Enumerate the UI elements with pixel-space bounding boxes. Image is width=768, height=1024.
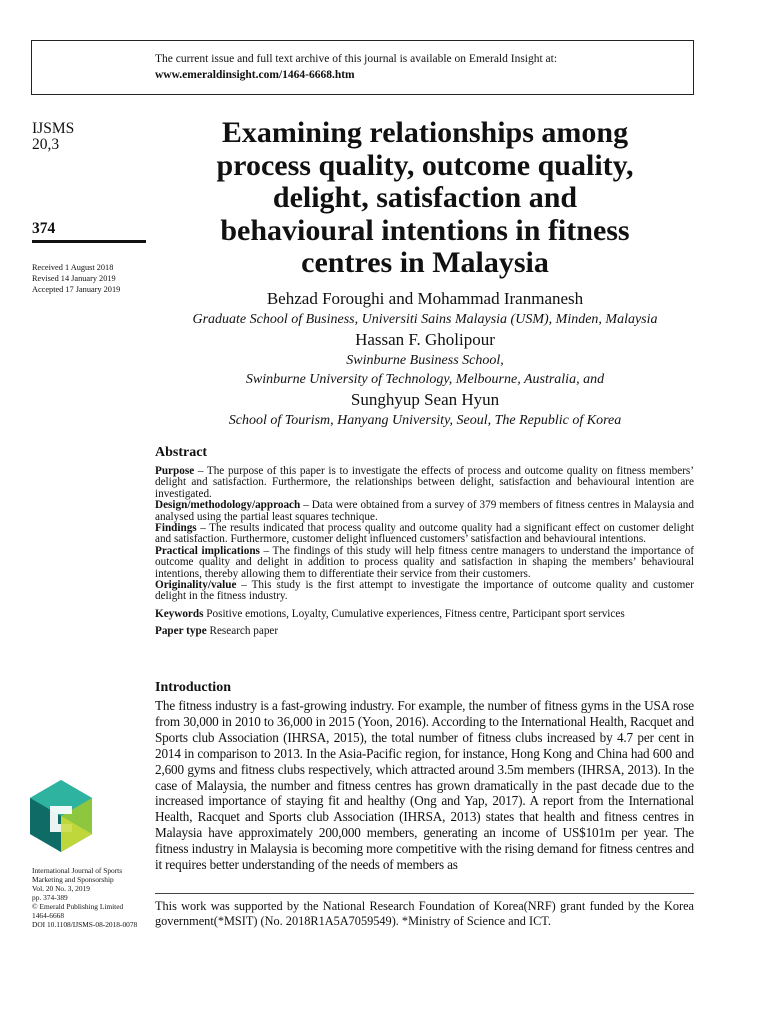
- journal-volume: 20,3: [32, 136, 60, 153]
- page-number: 374: [32, 220, 56, 237]
- journal-code: [32, 121, 74, 153]
- introduction-section: [155, 680, 694, 873]
- introduction-body: The fitness industry is a fast-growing industry. For example, the number of fitness gyms in the USA rose from 30,000 in 2010 to 36,000 in 2015 (Yoon, 2016). According to the International Health, Racquet and Sports club Association (IHRSA, 2015), the total number of fitness clubs increased by 4.7 per cent in 2014 in comparison to 2013. In the Asia-Pacific region, for instance, Hong Kong and China had 600 and 2,600 gyms and fitness clubs respectively, which attracted around 3.5m members (IHRSA, 2013). In the case of Malaysia, the number and fitness centres has grown dramatically in the past decade due to the increased importance of staying fit and healthy (Ong and Yap, 2017). A report from the International Health, Racquet and Sports club Association (IHRSA, 2013) states that health and fitness centres in Malaysia have approximately 200,000 members, generating an income of US$101m per year. The fitness industry in Malaysia is becoming more competitive with the rising demand for fitness centres and it requires better understanding of the needs of members as: [155, 698, 694, 873]
- paper-type-text: Research paper: [206, 624, 279, 637]
- paper-type-line: [155, 625, 694, 637]
- abstract-heading: Abstract: [155, 445, 208, 460]
- author-affiliation: School of Tourism, Hanyang University, Seoul, The Republic of Korea: [228, 413, 622, 428]
- pubinfo-line: Marketing and Sponsorship: [32, 875, 114, 884]
- author-affiliation: Swinburne Business School,: [346, 353, 504, 368]
- author-affiliation: Swinburne University of Technology, Melbourne, Australia, and: [245, 372, 605, 387]
- abstract-practical: [155, 546, 694, 580]
- purpose-label: Purpose: [155, 465, 195, 477]
- practical-label: Practical implications: [155, 544, 260, 557]
- pubinfo-line: Vol. 20 No. 3, 2019: [32, 884, 90, 893]
- abstract-originality: [155, 580, 694, 603]
- title-line: centres in Malaysia: [301, 246, 549, 279]
- emerald-logo-icon: [30, 780, 92, 852]
- keywords-text: Positive emotions, Loyalty, Cumulative experiences, Fitness centre, Participant sport services: [203, 607, 625, 620]
- design-label: Design/methodology/approach: [155, 499, 301, 512]
- footnote-rule: [155, 893, 694, 894]
- pubinfo-line: pp. 374-389: [32, 893, 68, 902]
- journal-abbrev: IJSMS: [32, 120, 75, 137]
- author-block: [150, 288, 700, 430]
- accepted-date: Accepted 17 January 2019: [32, 285, 121, 294]
- abstract-findings: [155, 523, 694, 546]
- received-date: Received 1 August 2018: [32, 263, 114, 272]
- archive-url-link[interactable]: www.emeraldinsight.com/1464-6668.htm: [155, 69, 355, 81]
- findings-text: – The results indicated that process quality and outcome quality had a significant effect on customer delight and satisfaction. Furthermore, customer delight influenced customers’ satisfaction and behavioural intentions.: [155, 522, 694, 546]
- pubinfo-line: International Journal of Sports: [32, 866, 123, 875]
- pubinfo-line: © Emerald Publishing Limited: [32, 902, 124, 911]
- doi-link[interactable]: DOI 10.1108/IJSMS-08-2018-0078: [32, 920, 138, 929]
- paper-title: [150, 117, 700, 280]
- author-name: Hassan F. Gholipour: [355, 330, 495, 349]
- keywords-label: Keywords: [155, 607, 204, 620]
- author-name: Behzad Foroughi and Mohammad Iranmanesh: [266, 289, 584, 308]
- title-line: delight, satisfaction and: [272, 181, 578, 214]
- revised-date: Revised 14 January 2019: [32, 274, 116, 283]
- design-text: – Data were obtained from a survey of 379 members of fitness centres in Malaysia and analysed using the partial least squares technique.: [155, 499, 694, 523]
- practical-text: – The findings of this study will help fitness centre managers to understand the importance of outcome quality and delight in addition to process quality and satisfaction in shaping the members’ behavioural intentions, thereby allowing them to differentiate their service from their customers.: [155, 544, 694, 580]
- title-line: process quality, outcome quality,: [216, 148, 634, 182]
- findings-label: Findings: [155, 522, 197, 535]
- purpose-text: – The purpose of this paper is to investigate the effects of process and outcome quality on fitness members’ delight and satisfaction. Furthermore, the relationships between delight, satisfaction and behavioural intention are investigated.: [155, 465, 694, 500]
- author-name: Sunghyup Sean Hyun: [350, 390, 500, 409]
- paper-type-label: Paper type: [155, 624, 207, 637]
- title-line: Examining relationships among: [221, 116, 629, 149]
- page-number-rule: [32, 240, 146, 243]
- archive-notice-box: [31, 40, 694, 95]
- publication-info: [32, 866, 152, 929]
- abstract-section: [155, 445, 694, 637]
- introduction-heading: Introduction: [155, 680, 231, 695]
- abstract-design: [155, 500, 694, 523]
- originality-label: Originality/value: [155, 579, 237, 592]
- archive-notice-text: The current issue and full text archive of this journal is available on Emerald Insight at:: [155, 53, 558, 65]
- abstract-purpose: [155, 466, 694, 500]
- pubinfo-line: 1464-6668: [32, 911, 65, 920]
- funding-footnote: This work was supported by the National Research Foundation of Korea(NRF) grant funded by the Korea government(*MSIT) (No. 2018R1A5A7059549). *Ministry of Science and ICT.: [155, 899, 694, 928]
- originality-text: – This study is the first attempt to investigate the importance of outcome quality and customer delight in the fitness industry.: [155, 579, 694, 603]
- author-affiliation: Graduate School of Business, Universiti Sains Malaysia (USM), Minden, Malaysia: [192, 312, 658, 327]
- title-line: behavioural intentions in fitness: [220, 213, 630, 247]
- keywords-line: [155, 608, 694, 620]
- submission-dates: [32, 262, 120, 295]
